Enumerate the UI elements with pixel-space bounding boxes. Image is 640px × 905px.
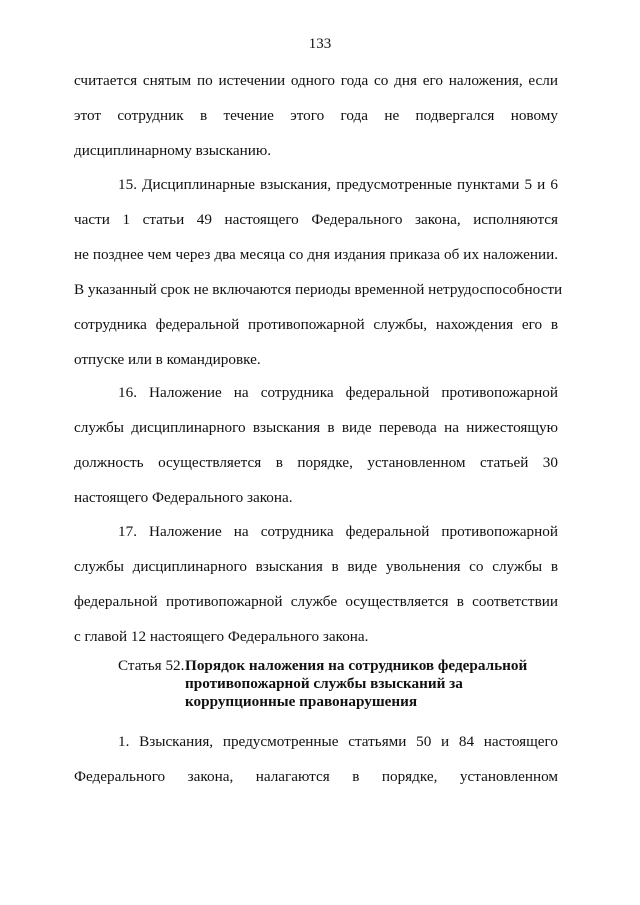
- paragraph-continuation: [74, 63, 558, 168]
- text-line: должность осуществляется в порядке, установленном статьей 30: [74, 454, 558, 471]
- text-line: федеральной противопожарной службе осуществляется в соответствии: [74, 593, 558, 610]
- article-52-paragraph-1: [74, 724, 558, 794]
- article-title-line: Порядок наложения на сотрудников федеральной: [185, 657, 528, 674]
- page-number: 133: [308, 36, 332, 52]
- text-line: с главой 12 настоящего Федерального закона.: [74, 628, 369, 645]
- article-title: [185, 657, 565, 711]
- text-line: считается снятым по истечении одного года со дня его наложения, если: [74, 72, 558, 89]
- text-line: 16. Наложение на сотрудника федеральной противопожарной: [118, 384, 558, 401]
- text-line: сотрудника федеральной противопожарной службы, нахождения его в: [74, 316, 558, 333]
- text-line: Федерального закона, налагаются в порядке, установленном: [74, 768, 558, 785]
- text-line: отпуске или в командировке.: [74, 351, 261, 368]
- text-line: не позднее чем через два месяца со дня издания приказа об их наложении.: [74, 246, 558, 263]
- text-line: В указанный срок не включаются периоды временной нетрудоспособности: [74, 281, 563, 298]
- text-line: службы дисциплинарного взыскания в виде перевода на нижестоящую: [74, 419, 558, 436]
- text-line: настоящего Федерального закона.: [74, 489, 293, 506]
- article-label: Статья 52.: [118, 657, 185, 674]
- text-line: 15. Дисциплинарные взыскания, предусмотренные пунктами 5 и 6: [118, 176, 558, 193]
- text-line: 1. Взыскания, предусмотренные статьями 50 и 84 настоящего: [118, 733, 558, 750]
- text-line: 17. Наложение на сотрудника федеральной противопожарной: [118, 523, 558, 540]
- text-line: этот сотрудник в течение этого года не подвергался новому: [74, 107, 558, 124]
- text-line: службы дисциплинарного взыскания в виде увольнения со службы в: [74, 558, 558, 575]
- article-title-line: коррупционные правонарушения: [185, 693, 418, 710]
- text-line: части 1 статьи 49 настоящего Федерального закона, исполняются: [74, 211, 558, 228]
- article-title-line: противопожарной службы взысканий за: [185, 675, 463, 692]
- paragraph-16: [74, 375, 558, 515]
- text-line: дисциплинарному взысканию.: [74, 142, 271, 159]
- paragraph-15: [74, 167, 563, 377]
- paragraph-17: [74, 514, 558, 654]
